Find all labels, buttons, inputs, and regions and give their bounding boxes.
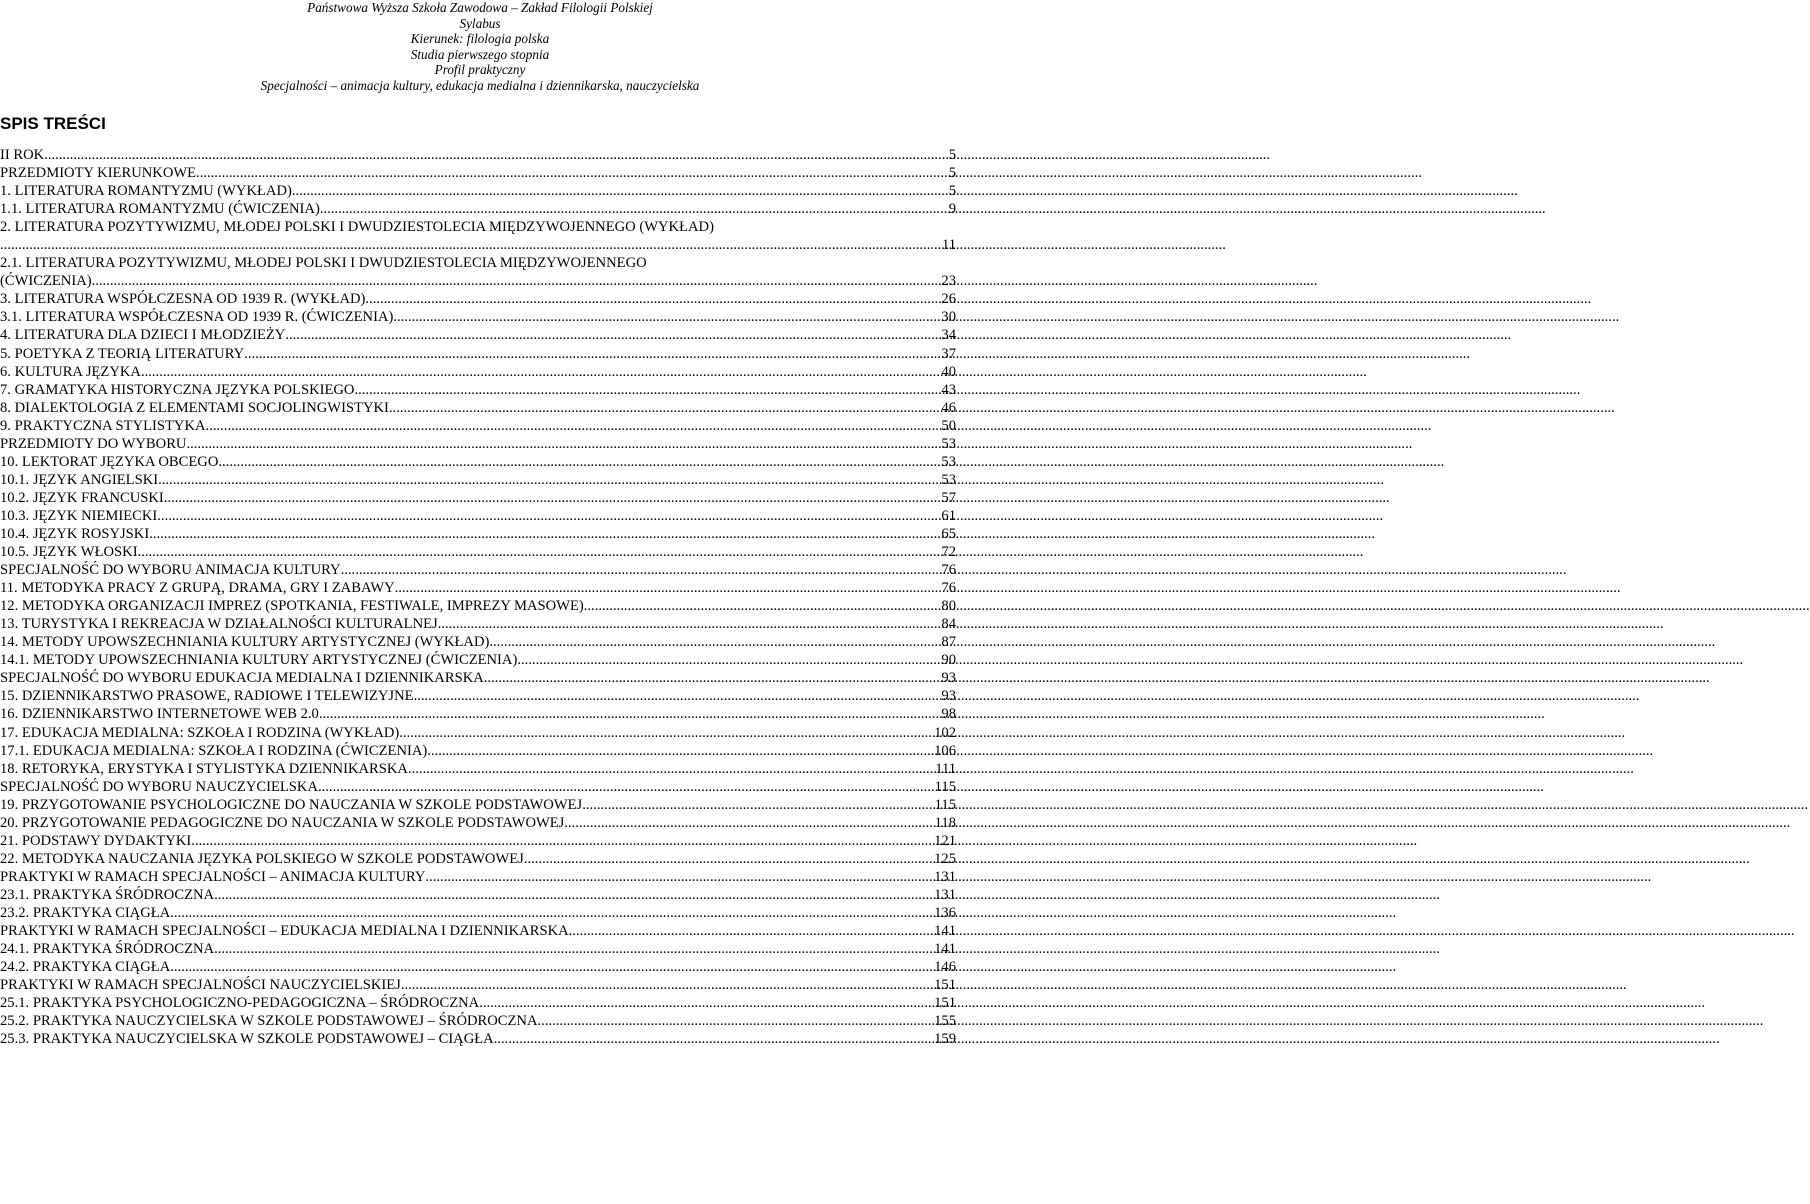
toc-entry-label: 14. METODY UPOWSZECHNIANIA KULTURY ARTYSTYCZNEJ (WYKŁAD) bbox=[0, 634, 490, 651]
toc-page-number: 43 bbox=[941, 381, 956, 398]
toc-page-number: 106 bbox=[934, 742, 956, 759]
toc-entry-label: 20. PRZYGOTOWANIE PEDAGOGICZNE DO NAUCZANIA W SZKOLE PODSTAWOWEJ bbox=[0, 814, 565, 831]
header-line: Profil praktyczny bbox=[434, 62, 526, 78]
toc-page-number: 72 bbox=[941, 544, 956, 561]
toc-entry-label: 19. PRZYGOTOWANIE PSYCHOLOGICZNE DO NAUCZANIA W SZKOLE PODSTAWOWEJ bbox=[0, 796, 583, 813]
toc-page-number: 93 bbox=[941, 688, 956, 705]
toc-entry[interactable] bbox=[0, 922, 956, 940]
toc-entry-label: 3.1. LITERATURA WSPÓŁCZESNA OD 1939 R. (ĆWICZENIA) bbox=[0, 309, 394, 326]
toc-entry-label: 14.1. METODY UPOWSZECHNIANIA KULTURY ARTYSTYCZNEJ (ĆWICZENIA) bbox=[0, 652, 518, 669]
toc-leader-dots bbox=[214, 886, 933, 904]
toc-entry-label: 25.3. PRAKTYKA NAUCZYCIELSKA W SZKOLE PODSTAWOWEJ – CIĄGŁA bbox=[0, 1031, 494, 1048]
toc-page-number: 98 bbox=[941, 706, 956, 723]
toc-entry-label: 10.5. JĘZYK WŁOSKI bbox=[0, 544, 138, 561]
toc-page-number: 87 bbox=[941, 634, 956, 651]
toc-page-number: 159 bbox=[934, 1031, 956, 1048]
toc-page-number: 53 bbox=[941, 453, 956, 470]
toc-entry-label: 6. KULTURA JĘZYKA bbox=[0, 363, 141, 380]
toc-leader-dots bbox=[318, 778, 934, 796]
toc-page-number: 136 bbox=[934, 904, 956, 921]
toc-entry[interactable] bbox=[0, 525, 956, 543]
toc-entry-label: 10.4. JĘZYK ROSYJSKI bbox=[0, 525, 150, 542]
toc-entry-label: SPECJALNOŚĆ DO WYBORU ANIMACJA KULTURY bbox=[0, 562, 341, 579]
toc-entry-label: 10.3. JĘZYK NIEMIECKI bbox=[0, 507, 158, 524]
page-header bbox=[0, 0, 960, 94]
toc-entry-label: PRZEDMIOTY DO WYBORU bbox=[0, 435, 187, 452]
toc-leader-dots bbox=[401, 976, 933, 994]
toc-leader-dots bbox=[285, 326, 940, 344]
toc-entry-label: 22. METODYKA NAUCZANIA JĘZYKA POLSKIEGO W SZKOLE PODSTAWOWEJ bbox=[0, 850, 524, 867]
toc-page-number: 84 bbox=[941, 616, 956, 633]
toc-page-number: 131 bbox=[934, 886, 956, 903]
toc-entry-label: 2. LITERATURA POZYTYWIZMU, MŁODEJ POLSKI I DWUDZIESTOLECIA MIĘDZYWOJENNEGO (WYKŁAD) bbox=[0, 219, 714, 236]
toc-entry-label: 1.1. LITERATURA ROMANTYZMU (ĆWICZENIA) bbox=[0, 201, 320, 218]
toc-entry-label: PRAKTYKI W RAMACH SPECJALNOŚCI NAUCZYCIELSKIEJ bbox=[0, 977, 401, 994]
toc-page-number: 115 bbox=[934, 796, 956, 813]
header-line: Studia pierwszego stopnia bbox=[410, 46, 550, 62]
toc-leader-dots bbox=[170, 958, 933, 976]
toc-entry[interactable] bbox=[0, 724, 956, 742]
toc-leader-dots bbox=[149, 525, 940, 543]
toc-entry-label: 16. DZIENNIKARSTWO INTERNETOWE WEB 2.0 bbox=[0, 706, 319, 723]
toc-page-number: 76 bbox=[941, 562, 956, 579]
toc-entry-label: PRAKTYKI W RAMACH SPECJALNOŚCI – EDUKACJA MEDIALNA I DZIENNIKARSKA bbox=[0, 923, 569, 940]
toc-entry-label: 10.1. JĘZYK ANGIELSKI bbox=[0, 471, 159, 488]
toc-entry-label: 24.2. PRAKTYKA CIĄGŁA bbox=[0, 959, 171, 976]
toc-page-number: 90 bbox=[941, 652, 956, 669]
toc-leader-dots bbox=[395, 579, 941, 597]
toc-entry[interactable] bbox=[0, 742, 956, 760]
toc-leader-dots bbox=[489, 633, 940, 651]
toc-leader-dots bbox=[538, 1012, 934, 1030]
toc-entry[interactable] bbox=[0, 796, 956, 814]
toc-entry-label: 7. GRAMATYKA HISTORYCZNA JĘZYKA POLSKIEGO bbox=[0, 381, 355, 398]
toc-entry[interactable] bbox=[0, 435, 956, 453]
toc-leader-dots bbox=[427, 742, 933, 760]
toc-page-number: 9 bbox=[948, 201, 956, 218]
toc-page-number: 155 bbox=[934, 1013, 956, 1030]
toc-leader-dots bbox=[92, 272, 941, 290]
toc-entry-label: 25.2. PRAKTYKA NAUCZYCIELSKA W SZKOLE PODSTAWOWEJ – ŚRÓDROCZNA bbox=[0, 1013, 538, 1030]
toc-leader-dots bbox=[319, 705, 941, 723]
toc-page-number: 115 bbox=[934, 778, 956, 795]
header-line: Kierunek: filologia polska bbox=[410, 31, 550, 47]
toc-entry[interactable] bbox=[0, 814, 956, 832]
toc-entry-label: 23.2. PRAKTYKA CIĄGŁA bbox=[0, 904, 171, 921]
toc-page-number: 65 bbox=[941, 525, 956, 542]
toc-leader-dots bbox=[584, 597, 941, 615]
toc-entry[interactable] bbox=[0, 236, 956, 254]
toc-page-number: 146 bbox=[934, 959, 956, 976]
toc-entry[interactable] bbox=[0, 308, 956, 326]
toc-page-number: 53 bbox=[941, 471, 956, 488]
toc-page-number: 34 bbox=[941, 327, 956, 344]
toc-page-number: 50 bbox=[941, 417, 956, 434]
toc-entry-label: 8. DIALEKTOLOGIA Z ELEMENTAMI SOCJOLINGWISTYKI bbox=[0, 399, 389, 416]
toc-page-number: 53 bbox=[941, 435, 956, 452]
toc-entry[interactable] bbox=[0, 958, 956, 976]
toc-page-number: 93 bbox=[941, 670, 956, 687]
toc-leader-dots bbox=[214, 940, 933, 958]
header-line: Specjalności – animacja kultury, edukacja medialna i dziennikarska, nauczycielska bbox=[260, 77, 700, 93]
toc-entry[interactable] bbox=[0, 146, 956, 164]
toc-leader-dots bbox=[196, 164, 948, 182]
toc-leader-dots bbox=[494, 1030, 933, 1048]
toc-entry[interactable] bbox=[0, 182, 956, 200]
toc-entry-label: 21. PODSTAWY DYDAKTYKI bbox=[0, 832, 192, 849]
toc-page-number: 5 bbox=[948, 183, 956, 200]
toc-leader-dots bbox=[218, 453, 940, 471]
toc-entry[interactable] bbox=[0, 272, 956, 290]
toc-entry[interactable] bbox=[0, 886, 956, 904]
toc-entry-label: 17. EDUKACJA MEDIALNA: SZKOŁA I RODZINA (WYKŁAD) bbox=[0, 724, 400, 741]
toc-page-number: 121 bbox=[934, 832, 956, 849]
toc-entry-label: 11. METODYKA PRACY Z GRUPĄ, DRAMA, GRY I ZABAWY bbox=[0, 580, 395, 597]
toc-entry[interactable] bbox=[0, 326, 956, 344]
toc-entry-label: 10. LEKTORAT JĘZYKA OBCEGO bbox=[0, 453, 219, 470]
toc-page-number: 61 bbox=[941, 507, 956, 524]
toc-page-number: 102 bbox=[934, 724, 956, 741]
toc-entry[interactable] bbox=[0, 760, 956, 778]
toc-entry[interactable] bbox=[0, 615, 956, 633]
toc-entry[interactable] bbox=[0, 200, 956, 218]
toc-page-number: 11 bbox=[941, 237, 956, 254]
toc-entry-label: 9. PRAKTYCZNA STYLISTYKA bbox=[0, 417, 206, 434]
header-line: Sylabus bbox=[459, 15, 501, 31]
toc-entry-label: 25.1. PRAKTYKA PSYCHOLOGICZNO-PEDAGOGICZNA – ŚRÓDROCZNA bbox=[0, 995, 480, 1012]
toc-leader-dots bbox=[582, 796, 933, 814]
toc-page-number: 80 bbox=[941, 598, 956, 615]
toc-leader-dots bbox=[414, 687, 941, 705]
toc-entry[interactable] bbox=[0, 543, 956, 561]
toc-leader-dots bbox=[138, 543, 941, 561]
toc-leader-dots bbox=[244, 345, 940, 363]
toc-page-number: 30 bbox=[941, 309, 956, 326]
toc-page-number: 141 bbox=[934, 941, 956, 958]
toc-entry-label: 12. METODYKA ORGANIZACJI IMPREZ (SPOTKANIA, FESTIWALE, IMPREZY MASOWE) bbox=[0, 598, 584, 615]
toc-entry[interactable] bbox=[0, 399, 956, 417]
toc-leader-dots bbox=[517, 651, 940, 669]
toc-entry[interactable] bbox=[0, 164, 956, 182]
toc-page-number: 111 bbox=[935, 760, 956, 777]
toc-page-number: 151 bbox=[934, 977, 956, 994]
toc-entry[interactable] bbox=[0, 976, 956, 994]
toc-leader-dots bbox=[292, 182, 948, 200]
toc-entry[interactable] bbox=[0, 254, 956, 272]
toc-entry-label: 23.1. PRAKTYKA ŚRÓDROCZNA bbox=[0, 886, 215, 903]
toc-entry-label: 4. LITERATURA DLA DZIECI I MŁODZIEŻY bbox=[0, 327, 286, 344]
toc-entry[interactable] bbox=[0, 489, 956, 507]
toc-leader-dots bbox=[0, 236, 941, 254]
toc-page-number: 76 bbox=[941, 580, 956, 597]
toc-leader-dots bbox=[354, 381, 940, 399]
toc-leader-dots bbox=[569, 922, 933, 940]
toc-leader-dots bbox=[170, 904, 933, 922]
toc-page-number: 125 bbox=[934, 850, 956, 867]
toc-entry[interactable] bbox=[0, 651, 956, 669]
toc-entry[interactable] bbox=[0, 363, 956, 381]
toc-leader-dots bbox=[479, 994, 933, 1012]
toc-leader-dots bbox=[44, 146, 948, 164]
toc-page-number: 40 bbox=[941, 363, 956, 380]
toc-leader-dots bbox=[164, 489, 941, 507]
toc-entry-label: 24.1. PRAKTYKA ŚRÓDROCZNA bbox=[0, 941, 215, 958]
toc-page-number: 5 bbox=[948, 165, 956, 182]
toc-leader-dots bbox=[438, 615, 941, 633]
toc-entry-label: 15. DZIENNIKARSTWO PRASOWE, RADIOWE I TELEWIZYJNE bbox=[0, 688, 414, 705]
toc-entry-label: SPECJALNOŚĆ DO WYBORU NAUCZYCIELSKA bbox=[0, 778, 318, 795]
toc-entry[interactable] bbox=[0, 471, 956, 489]
toc-leader-dots bbox=[393, 308, 940, 326]
toc-entry[interactable] bbox=[0, 218, 956, 236]
toc-entry-label: 18. RETORYKA, ERYSTYKA I STYLISTYKA DZIENNIKARSKA bbox=[0, 760, 408, 777]
toc-leader-dots bbox=[158, 471, 940, 489]
toc-leader-dots bbox=[399, 724, 933, 742]
toc-page-number: 118 bbox=[934, 814, 956, 831]
toc-leader-dots bbox=[157, 507, 940, 525]
toc-leader-dots bbox=[389, 399, 941, 417]
toc-title: SPIS TREŚCI bbox=[0, 114, 106, 133]
toc-page-number: 5 bbox=[948, 147, 956, 163]
toc-entry[interactable] bbox=[0, 778, 956, 796]
toc-entry[interactable] bbox=[0, 940, 956, 958]
toc-leader-dots bbox=[484, 669, 941, 687]
toc-entry[interactable] bbox=[0, 381, 956, 399]
toc-entry-label: II ROK bbox=[0, 147, 45, 163]
toc-page-number: 37 bbox=[941, 345, 956, 362]
toc-leader-dots bbox=[141, 363, 940, 381]
toc-page-number: 131 bbox=[934, 868, 956, 885]
toc-entry[interactable] bbox=[0, 669, 956, 687]
toc-page-number: 57 bbox=[941, 489, 956, 506]
toc-page-number: 141 bbox=[934, 923, 956, 940]
toc-entry-label: PRAKTYKI W RAMACH SPECJALNOŚCI – ANIMACJA KULTURY bbox=[0, 868, 426, 885]
toc-page-number: 46 bbox=[941, 399, 956, 416]
toc-entry[interactable] bbox=[0, 417, 956, 435]
toc-entry[interactable] bbox=[0, 453, 956, 471]
toc-entry-label: 5. POETYKA Z TEORIĄ LITERATURY bbox=[0, 345, 245, 362]
toc-page-number: 151 bbox=[934, 995, 956, 1012]
toc-entry[interactable] bbox=[0, 345, 956, 363]
toc-entry[interactable] bbox=[0, 705, 956, 723]
toc-page-number: 26 bbox=[941, 291, 956, 308]
header-line: Państwowa Wyższa Szkoła Zawodowa – Zakład Filologii Polskiej bbox=[307, 0, 653, 15]
toc-leader-dots bbox=[341, 561, 941, 579]
toc-entry[interactable] bbox=[0, 832, 956, 850]
toc-leader-dots bbox=[206, 417, 941, 435]
toc-entry-label: 1. LITERATURA ROMANTYZMU (WYKŁAD) bbox=[0, 183, 292, 200]
toc-leader-dots bbox=[425, 868, 933, 886]
toc-leader-dots bbox=[191, 832, 933, 850]
toc-entry[interactable] bbox=[0, 868, 956, 886]
toc-entry[interactable] bbox=[0, 290, 956, 308]
toc-leader-dots bbox=[408, 760, 934, 778]
toc-leader-dots bbox=[524, 850, 933, 868]
toc-leader-dots bbox=[186, 435, 940, 453]
toc-entry[interactable] bbox=[0, 1030, 956, 1048]
toc-entry-label: SPECJALNOŚĆ DO WYBORU EDUKACJA MEDIALNA I DZIENNIKARSKA bbox=[0, 670, 484, 687]
toc-entry-label: 17.1. EDUKACJA MEDIALNA: SZKOŁA I RODZINA (ĆWICZENIA) bbox=[0, 742, 428, 759]
toc-entry-label: 3. LITERATURA WSPÓŁCZESNA OD 1939 R. (WYKŁAD) bbox=[0, 291, 366, 308]
toc-leader-dots bbox=[365, 290, 940, 308]
toc-entry-label: (ĆWICZENIA) bbox=[0, 273, 92, 290]
toc-entry[interactable] bbox=[0, 904, 956, 922]
toc-entry-label: 2.1. LITERATURA POZYTYWIZMU, MŁODEJ POLSKI I DWUDZIESTOLECIA MIĘDZYWOJENNEGO bbox=[0, 255, 647, 272]
toc-entry[interactable] bbox=[0, 687, 956, 705]
toc-leader-dots bbox=[564, 814, 933, 832]
toc-entry[interactable] bbox=[0, 561, 956, 579]
toc-entry-label: 10.2. JĘZYK FRANCUSKI bbox=[0, 489, 164, 506]
table-of-contents bbox=[0, 146, 956, 1048]
toc-entry[interactable] bbox=[0, 1012, 956, 1030]
toc-entry[interactable] bbox=[0, 633, 956, 651]
toc-entry[interactable] bbox=[0, 850, 956, 868]
toc-entry-label: PRZEDMIOTY KIERUNKOWE bbox=[0, 165, 197, 182]
toc-entry[interactable] bbox=[0, 597, 956, 615]
toc-entry[interactable] bbox=[0, 994, 956, 1012]
toc-page-number: 23 bbox=[941, 273, 956, 290]
toc-leader-dots bbox=[320, 200, 948, 218]
toc-entry-label: 13. TURYSTYKA I REKREACJA W DZIAŁALNOŚCI KULTURALNEJ bbox=[0, 616, 438, 633]
toc-entry[interactable] bbox=[0, 507, 956, 525]
toc-entry[interactable] bbox=[0, 579, 956, 597]
